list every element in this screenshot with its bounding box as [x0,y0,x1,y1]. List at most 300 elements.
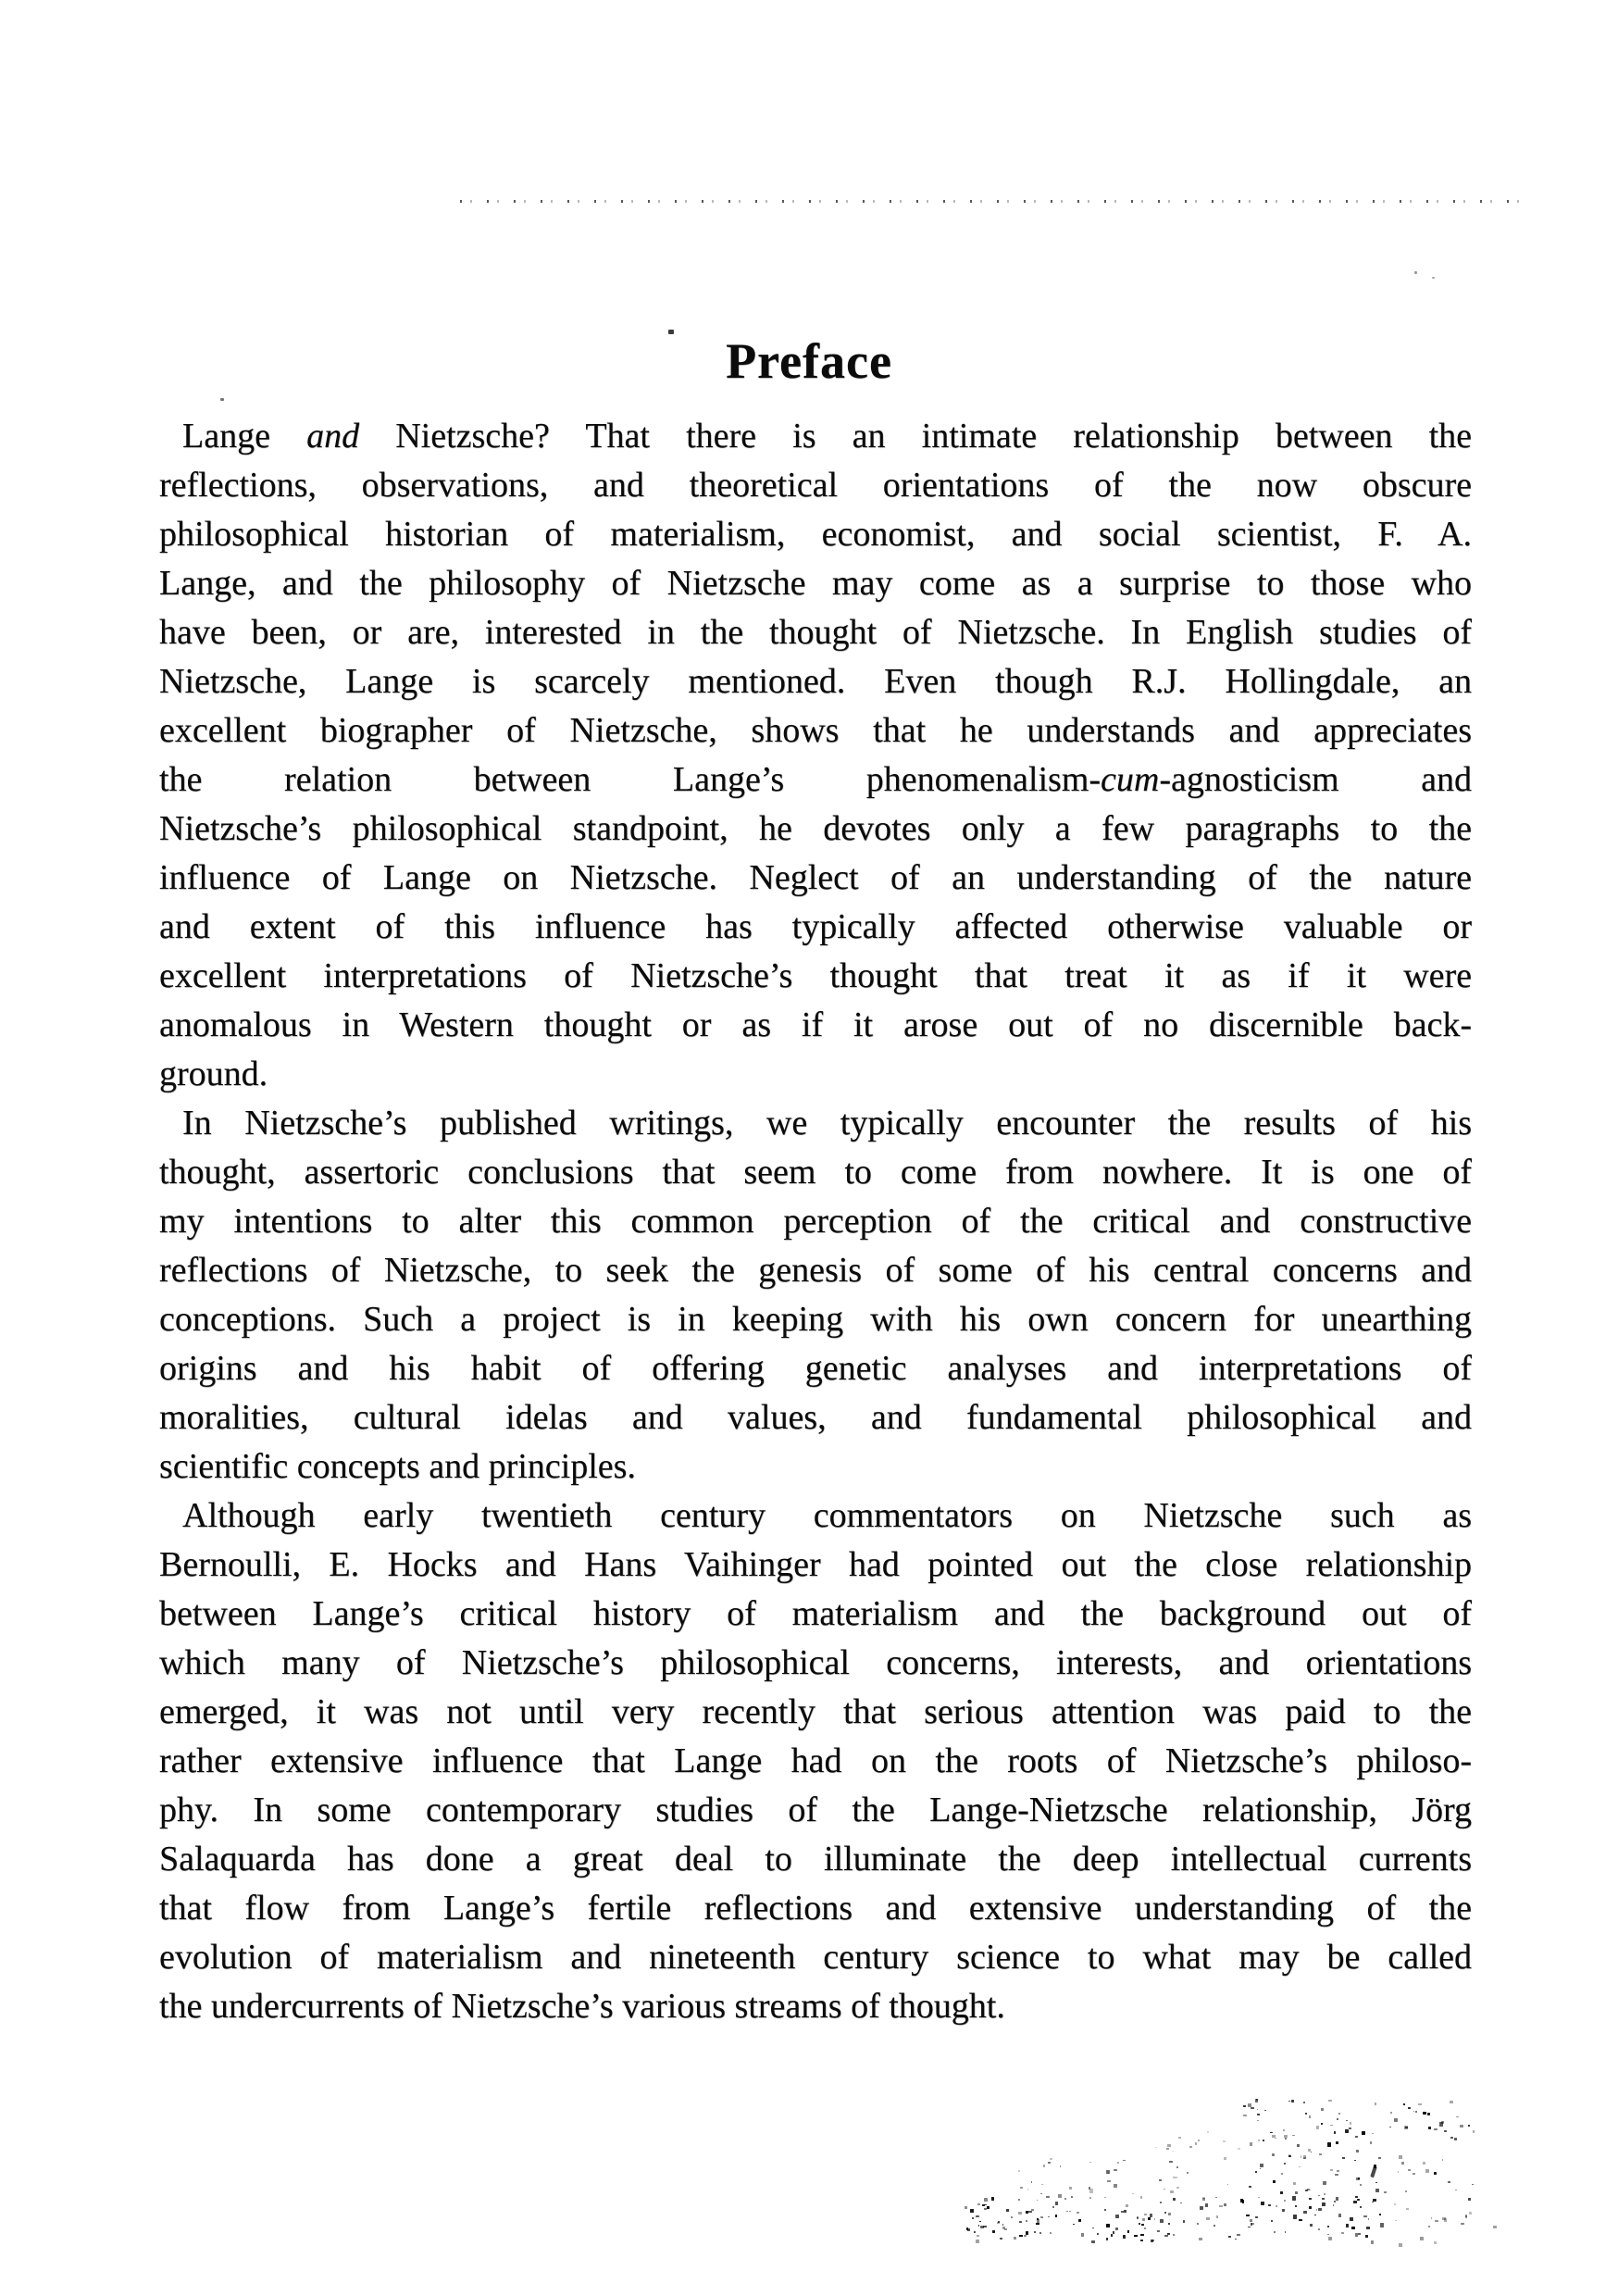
noise-dot [1248,2103,1251,2107]
noise-dot [1069,2211,1071,2212]
text-line [159,412,1472,461]
noise-dot [1142,2218,1145,2221]
noise-dot [1176,2177,1177,2178]
noise-dot [1448,2181,1450,2183]
noise-dot [1420,2237,1424,2240]
scan-artifact-dot [1370,2166,1377,2178]
noise-dot [1114,2169,1117,2171]
noise-dot [1256,2099,1258,2101]
noise-dot [1255,2216,1258,2219]
noise-dot [1123,2235,1126,2239]
text-line: Bernoulli, E. Hocks and Hans Vaihinger had pointed out the close relationship [159,1545,1472,1584]
noise-dot [1365,2235,1368,2238]
noise-dot [1199,2238,1202,2241]
noise-dot [1255,2171,1257,2173]
noise-dot [1354,2160,1356,2161]
noise-dot [1040,2216,1043,2219]
noise-dot [1468,2198,1471,2201]
text-line: philosophical historian of materialism, economist, and social scientist, F. A. [159,515,1472,554]
noise-dot [1305,2113,1307,2115]
noise-dot [1428,2226,1430,2228]
paragraph [159,412,1472,1099]
noise-dot [1224,2157,1226,2160]
noise-dot [1243,2115,1247,2117]
noise-dot [1036,2223,1039,2225]
noise-dot [1028,2211,1032,2213]
noise-dot [1106,2170,1110,2174]
noise-dot [1283,2129,1285,2131]
noise-dot [1309,2115,1312,2118]
noise-dot [1444,2130,1447,2132]
noise-dot [1037,2219,1039,2223]
noise-dot [1307,2189,1310,2190]
scan-artifact-dot [220,398,224,401]
text-line: Nietzsche, Lange is scarcely mentioned. Even though R.J. Hollingdale, an [159,662,1472,701]
noise-dot [1235,2239,1237,2240]
noise-dot [1238,2148,1240,2150]
text-line: evolution of materialism and nineteenth century science to what may be called [159,1938,1472,1977]
text-line: reflections of Nietzsche, to seek the genesis of some of his central concerns and [159,1251,1472,1290]
noise-dot [1249,2186,1251,2189]
noise-dot [1081,2233,1085,2237]
noise-dot [1272,2135,1275,2139]
noise-dot [1024,2235,1027,2238]
noise-dot [1284,2135,1288,2138]
text-segment: Nietzsche? That there is an intimate relationship between the [359,417,1472,455]
noise-dot [1408,2169,1411,2171]
noise-dot [1372,2133,1374,2134]
noise-dot [976,2240,979,2243]
text-line: my intentions to alter this common perception of the critical and constructive [159,1202,1472,1241]
noise-dot [1288,2101,1290,2103]
noise-dot [1321,2123,1323,2125]
noise-dot [1037,2200,1039,2201]
noise-dot [1316,2126,1320,2129]
noise-dot [1337,2118,1339,2120]
noise-dot [1258,2197,1260,2198]
noise-dot [1026,2231,1028,2235]
noise-dot [1350,2217,1353,2220]
noise-dot [1333,2204,1335,2205]
noise-dot [1139,2223,1141,2225]
noise-dot [1469,2212,1472,2215]
noise-dot [1350,2122,1351,2125]
noise-dot [1299,2166,1301,2167]
text-line: rather extensive influence that Lange had on the roots of Nietzsche’s philoso- [159,1741,1472,1780]
noise-dot [1205,2203,1208,2207]
noise-dot [1123,2160,1126,2162]
noise-dot [1034,2231,1037,2233]
noise-dot [1431,2217,1433,2219]
noise-dot [1176,2187,1179,2189]
noise-dot [1330,2125,1333,2126]
noise-dot [1019,2235,1023,2237]
noise-dot [1183,2220,1186,2222]
noise-dot [991,2197,994,2201]
noise-dot [1127,2230,1129,2233]
noise-dot [1390,2112,1392,2114]
noise-dot [1375,2103,1377,2105]
noise-dot [1124,2210,1126,2213]
noise-dot [1349,2128,1351,2129]
paragraph [159,1099,1472,1491]
noise-dot [1434,2128,1437,2130]
text-line: that flow from Lange’s fertile reflections and extensive understanding of the [159,1889,1472,1928]
noise-dot [1151,2240,1153,2241]
noise-dot [1465,2215,1468,2217]
noise-dot [1334,2131,1336,2134]
noise-dot [1167,2233,1170,2235]
noise-dot [1460,2125,1463,2128]
noise-dot [1224,2203,1226,2207]
noise-dot [1039,2232,1041,2234]
noise-dot [1395,2220,1397,2221]
noise-dot [1398,2171,1400,2173]
text-line: conceptions. Such a project is in keeping with his own concern for unearthing [159,1300,1472,1339]
noise-dot [1321,2108,1324,2110]
noise-dot [1303,2102,1305,2103]
preface-text [159,412,1472,2031]
noise-dot [1251,2107,1254,2109]
noise-dot [977,2203,980,2205]
noise-dot [972,2217,974,2219]
noise-dot [1050,2158,1052,2160]
noise-dot [1137,2216,1139,2218]
noise-dot [1048,2216,1050,2218]
noise-dot [1358,2233,1361,2236]
text-line [159,755,1472,805]
noise-dot [1020,2187,1023,2189]
noise-dot [1345,2129,1349,2133]
text-line: moralities, cultural idelas and values, and fundamental philosophical and [159,1398,1472,1437]
noise-dot [1405,2127,1408,2128]
noise-dot [1228,2236,1231,2238]
noise-dot [1303,2155,1306,2157]
page-title: Preface [726,333,892,390]
noise-dot [1327,2234,1329,2236]
noise-dot [1173,2177,1176,2178]
noise-dot [1293,2182,1296,2185]
noise-dot [1121,2211,1124,2213]
noise-dot [1002,2227,1004,2229]
noise-dot [1141,2224,1143,2226]
noise-dot [1468,2125,1471,2127]
noise-dot [1157,2230,1160,2232]
text-line: anomalous in Western thought or as if it arose out of no discernible back- [159,1005,1472,1044]
noise-dot [1323,2181,1326,2185]
text-line: origins and his habit of offering genetic analyses and interpretations of [159,1349,1472,1388]
noise-dot [1389,2127,1392,2128]
noise-dot [1198,2140,1201,2141]
noise-dot [1115,2215,1119,2218]
noise-dot [1066,2211,1068,2213]
noise-dot [1027,2189,1029,2190]
noise-dot [1261,2202,1264,2205]
noise-dot [1172,2151,1174,2152]
noise-dot [1137,2217,1139,2219]
noise-dot [1355,2196,1358,2198]
noise-dot [1336,2141,1338,2144]
noise-dot [1318,2195,1320,2196]
noise-dot [1004,2228,1007,2230]
noise-dot [980,2226,984,2228]
noise-dot [1401,2162,1404,2165]
noise-dot [1316,2209,1318,2211]
text-line: influence of Lange on Nietzsche. Neglect of an understanding of the nature [159,858,1472,897]
noise-dot [1089,2189,1093,2193]
text-segment: the relation between Lange’s phenomenalism- [159,760,1101,799]
noise-dot [1322,2198,1325,2200]
noise-dot [1368,2218,1370,2220]
noise-dot [1291,2100,1295,2103]
noise-dot [1363,2133,1365,2134]
noise-dot [1353,2201,1357,2204]
noise-dot [1264,2110,1266,2112]
noise-dot [1104,2197,1106,2199]
noise-dot [1434,2172,1437,2175]
noise-dot [1108,2173,1110,2175]
text-line: and extent of this influence has typically affected otherwise valuable or [159,907,1472,946]
noise-dot [1173,2234,1175,2236]
noise-dot [1026,2211,1028,2214]
noise-dot [1465,2215,1468,2218]
noise-dot [1107,2180,1111,2182]
noise-dot [1403,2103,1405,2106]
noise-dot [1297,2144,1300,2147]
noise-dot [1418,2103,1422,2106]
noise-dot [1346,2224,1349,2227]
noise-dot [1150,2214,1152,2217]
noise-dot [1399,2155,1402,2160]
noise-dot [1002,2224,1004,2225]
noise-dot [1284,2200,1286,2202]
noise-dot [1356,2177,1360,2180]
text-line: Although early twentieth century commentators on Nietzsche such as [182,1496,1472,1535]
noise-dot [1338,2113,1340,2114]
noise-dot [1040,2193,1042,2194]
noise-dot [1378,2157,1380,2159]
noise-dot [1159,2179,1162,2181]
noise-dot [1336,2197,1338,2201]
noise-dot [1154,2218,1156,2220]
noise-dot [1078,2219,1081,2222]
noise-dot [1292,2196,1296,2201]
noise-dot [1375,2189,1379,2192]
noise-dot [1288,2155,1291,2158]
noise-dot [1176,2166,1178,2168]
noise-dot [1173,2198,1176,2201]
noise-dot [983,2226,987,2228]
noise-dot [1257,2114,1259,2115]
text-line: reflections, observations, and theoretical orientations of the now obscure [159,466,1472,505]
noise-dot [1251,2223,1254,2226]
noise-dot [1071,2196,1073,2198]
noise-dot [1373,2199,1376,2202]
noise-dot [984,2204,987,2206]
text-line: Lange, and the philosophy of Nietzsche may come as a surprise to those who [159,564,1472,603]
noise-dot [1160,2219,1164,2223]
text-line: excellent interpretations of Nietzsche’s thought that treat it as if it were [159,956,1472,995]
noise-dot [1423,2112,1426,2115]
noise-dot [1299,2219,1302,2222]
noise-dot [1064,2198,1066,2199]
noise-dot [1019,2221,1022,2224]
noise-dot [1104,2209,1106,2211]
noise-dot [1251,2223,1253,2226]
noise-dot [1473,2130,1475,2133]
noise-dot [1117,2162,1119,2163]
noise-dot [1461,2223,1464,2225]
noise-dot [1014,2237,1016,2240]
noise-dot [1268,2204,1271,2206]
italic-text: and [306,417,360,455]
noise-dot [1351,2227,1355,2229]
noise-dot [1338,2214,1341,2217]
noise-dot [966,2227,969,2230]
noise-dot [1301,2155,1302,2157]
noise-dot [1314,2215,1316,2216]
noise-dot [1240,2199,1243,2202]
noise-dot [1079,2219,1081,2221]
noise-dot [967,2228,970,2231]
noise-dot [1281,2173,1284,2175]
noise-dot [1384,2191,1387,2193]
noise-dot [1227,2184,1229,2185]
noise-dot [1442,2159,1444,2161]
noise-dot [1148,2217,1151,2221]
noise-dot [1303,2211,1307,2215]
noise-dot [987,2206,989,2208]
noise-dot [1073,2224,1075,2225]
noise-dot [1282,2209,1285,2212]
noise-dot [1046,2196,1049,2198]
noise-dot [1295,2191,1298,2194]
noise-dot [1243,2105,1246,2108]
noise-dot [1272,2153,1275,2156]
noise-dot [1091,2240,1095,2243]
noise-dot [1394,2203,1396,2205]
noise-dot [1346,2120,1348,2121]
noise-dot [1115,2227,1118,2230]
noise-dot [1319,2153,1322,2156]
noise-dot [1219,2205,1223,2207]
noise-dot [1280,2191,1283,2194]
noise-dot [1216,2215,1218,2218]
noise-dot [976,2215,979,2217]
noise-dot [1242,2200,1245,2203]
noise-dot [1275,2138,1277,2140]
noise-dot [998,2221,1000,2223]
noise-dot [1413,2111,1415,2112]
noise-dot [1111,2234,1114,2237]
noise-dot [1293,2215,1297,2218]
noise-dot [1052,2206,1054,2208]
noise-dot [1295,2205,1297,2207]
noise-dot [1371,2240,1375,2244]
noise-dot [1202,2198,1205,2201]
noise-dot [1370,2141,1372,2144]
noise-dot [1379,2214,1382,2215]
noise-dot [1322,2202,1325,2206]
text-line: phy. In some contemporary studies of the Lange-Nietzsche relationship, Jörg [159,1791,1472,1829]
noise-dot [997,2222,1000,2224]
noise-dot [1375,2182,1377,2183]
noise-dot [1472,2184,1474,2186]
noise-dot [1394,2118,1397,2122]
noise-dot [1493,2226,1496,2228]
noise-dot [1341,2232,1344,2234]
noise-dot [1273,2180,1276,2183]
noise-dot [1069,2187,1072,2190]
noise-dot [1018,2212,1022,2215]
noise-dot [1309,2198,1312,2201]
noise-dot [1399,2243,1402,2247]
noise-dot [1360,2206,1362,2209]
noise-dot [1140,2240,1143,2241]
noise-dot [1248,2227,1251,2228]
noise-dot [1250,2219,1251,2221]
noise-dot [1106,2224,1110,2227]
noise-dot [1132,2193,1134,2194]
noise-dot [1164,2189,1165,2190]
noise-dot [1360,2184,1362,2187]
text-line: have been, or are, interested in the thought of Nietzsche. In English studies of [159,613,1472,652]
text-segment: Lange [182,417,307,455]
noise-dot [1246,2215,1249,2216]
noise-dot [1303,2157,1305,2159]
noise-dot [1271,2220,1273,2222]
text-line: between Lange’s critical history of materialism and the background out of [159,1594,1472,1633]
noise-dot [970,2209,974,2213]
noise-dot [988,2206,989,2209]
text-line: the undercurrents of Nietzsche’s various streams of thought. [159,1987,1005,2026]
noise-dot [1214,2225,1215,2227]
noise-dot [1167,2233,1170,2234]
noise-dot [1358,2177,1360,2178]
noise-dot [1097,2233,1099,2236]
noise-dot [1168,2223,1170,2225]
noise-dot [1089,2197,1091,2199]
noise-dot [1206,2217,1209,2220]
noise-dot [1404,2126,1408,2129]
noise-dot [1031,2209,1035,2211]
text-line: Salaquarda has done a great deal to illuminate the deep intellectual currents [159,1840,1472,1878]
noise-dot [1164,2212,1167,2214]
noise-dot [1189,2146,1192,2148]
noise-dot [1160,2202,1163,2204]
text-line: Nietzsche’s philosophical standpoint, he devotes only a few paragraphs to the [159,809,1472,848]
noise-dot [1170,2190,1174,2193]
noise-dot [1318,2228,1320,2231]
noise-dot [1276,2205,1277,2207]
noise-dot [984,2208,987,2210]
noise-dot [1202,2197,1205,2200]
noise-dot [1284,2163,1286,2165]
noise-dot [1285,2138,1287,2140]
noise-dot [1018,2170,1020,2172]
italic-text: cum [1101,760,1160,799]
noise-dot [1450,2137,1453,2139]
noise-dot [1423,2162,1425,2165]
noise-dot [1006,2209,1009,2212]
noise-dot [1327,2142,1331,2147]
noise-dot [1310,2224,1313,2227]
noise-dot [1055,2202,1058,2205]
noise-dot [1444,2218,1448,2222]
noise-dot [1089,2187,1091,2190]
noise-dot [1454,2138,1457,2140]
text-line: In Nietzsche’s published writings, we typically encounter the results of his [182,1104,1472,1142]
